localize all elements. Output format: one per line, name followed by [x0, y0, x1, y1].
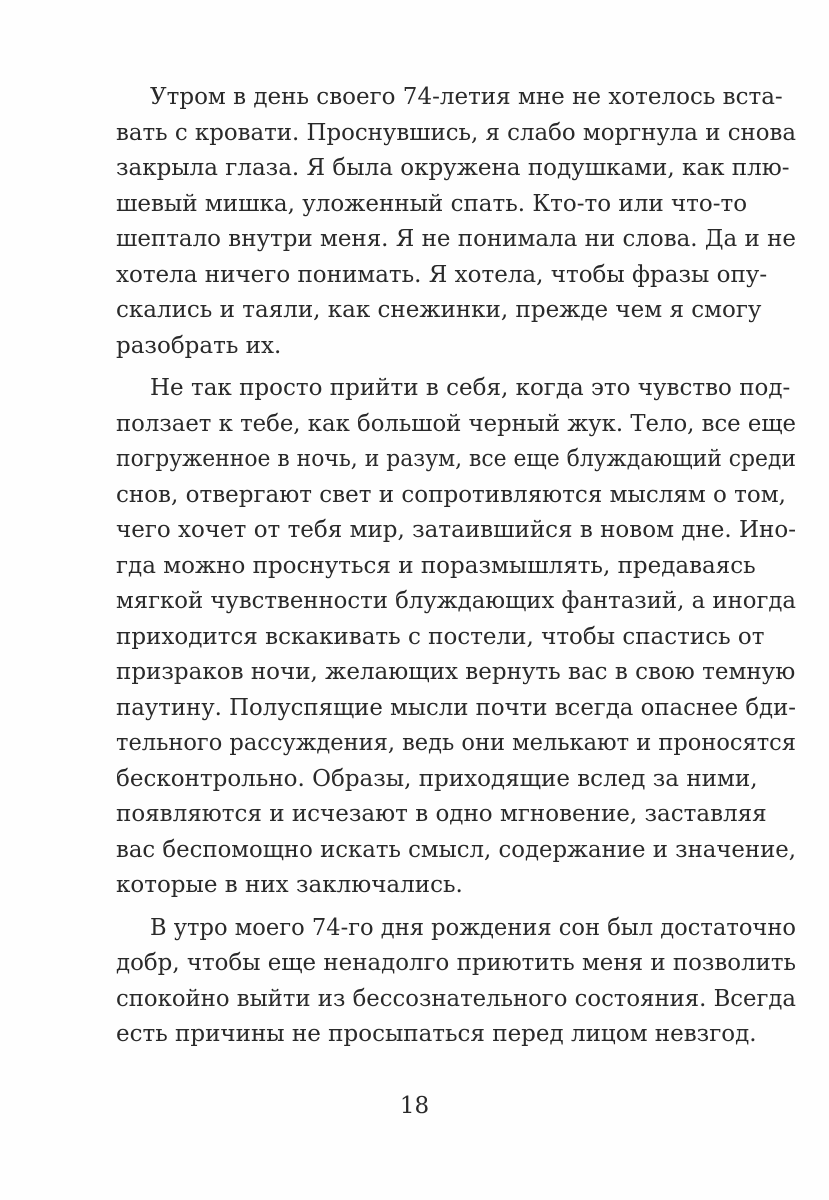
text-line: скались и таяли, как снежинки, прежде чем я смогу — [116, 297, 762, 323]
text-line: гда можно проснуться и поразмышлять, предаваясь — [116, 552, 756, 579]
text-line: есть причины не просыпаться перед лицом невзгод. — [116, 1021, 757, 1047]
text-line: разобрать их. — [116, 332, 282, 359]
text-line: которые в них заключались. — [116, 872, 463, 898]
text-line: закрыла глаза. Я была окружена подушками, как плю- — [116, 155, 790, 181]
text-line: паутину. Полуспящие мысли почти всегда опаснее бди- — [116, 694, 796, 721]
text-line: появляются и исчезают в одно мгновение, заставляя — [116, 801, 767, 827]
text-line: спокойно выйти из бессознательного состояния. Всегда — [116, 985, 796, 1012]
text-line: В утро моего 74-го дня рождения сон был достаточно — [150, 914, 796, 941]
paragraph-2 — [116, 371, 796, 904]
text-line: Утром в день своего 74-летия мне не хотелось вста- — [150, 84, 783, 110]
text-line: вать с кровати. Проснувшись, я слабо моргнула и снова — [116, 119, 796, 146]
text-line: погруженное в ночь, и разум, все еще блуждающий среди — [116, 446, 796, 472]
paragraph-3 — [116, 911, 796, 1053]
text-line: тельного рассуждения, ведь они мелькают и проносятся — [116, 730, 796, 756]
body-text — [116, 80, 796, 1053]
text-line: ползает к тебе, как большой черный жук. Тело, все еще — [116, 410, 796, 437]
text-line: добр, чтобы еще ненадолго приютить меня и позволить — [116, 950, 796, 976]
paragraph-1 — [116, 80, 796, 364]
text-line: шевый мишка, уложенный спать. Кто-то или что-то — [116, 190, 748, 217]
text-line: хотела ничего понимать. Я хотела, чтобы фразы опу- — [116, 261, 768, 288]
text-line: чего хочет от тебя мир, затаившийся в новом дне. Ино- — [116, 517, 796, 543]
text-line: Не так просто прийти в себя, когда это чувство под- — [150, 375, 791, 401]
text-line: призраков ночи, желающих вернуть вас в свою темную — [116, 659, 796, 685]
text-line: вас беспомощно искать смысл, содержание и значение, — [116, 836, 796, 863]
text-line: снов, отвергают свет и сопротивляются мыслям о том, — [116, 481, 786, 508]
text-line: приходится вскакивать с постели, чтобы спастись от — [116, 623, 765, 650]
page-number: 18 — [399, 1093, 430, 1119]
text-line: бесконтрольно. Образы, приходящие вслед за ними, — [116, 765, 758, 792]
text-line: мягкой чувственности блуждающих фантазий, а иногда — [116, 588, 796, 614]
text-line: шептало внутри меня. Я не понимала ни слова. Да и не — [116, 226, 796, 252]
